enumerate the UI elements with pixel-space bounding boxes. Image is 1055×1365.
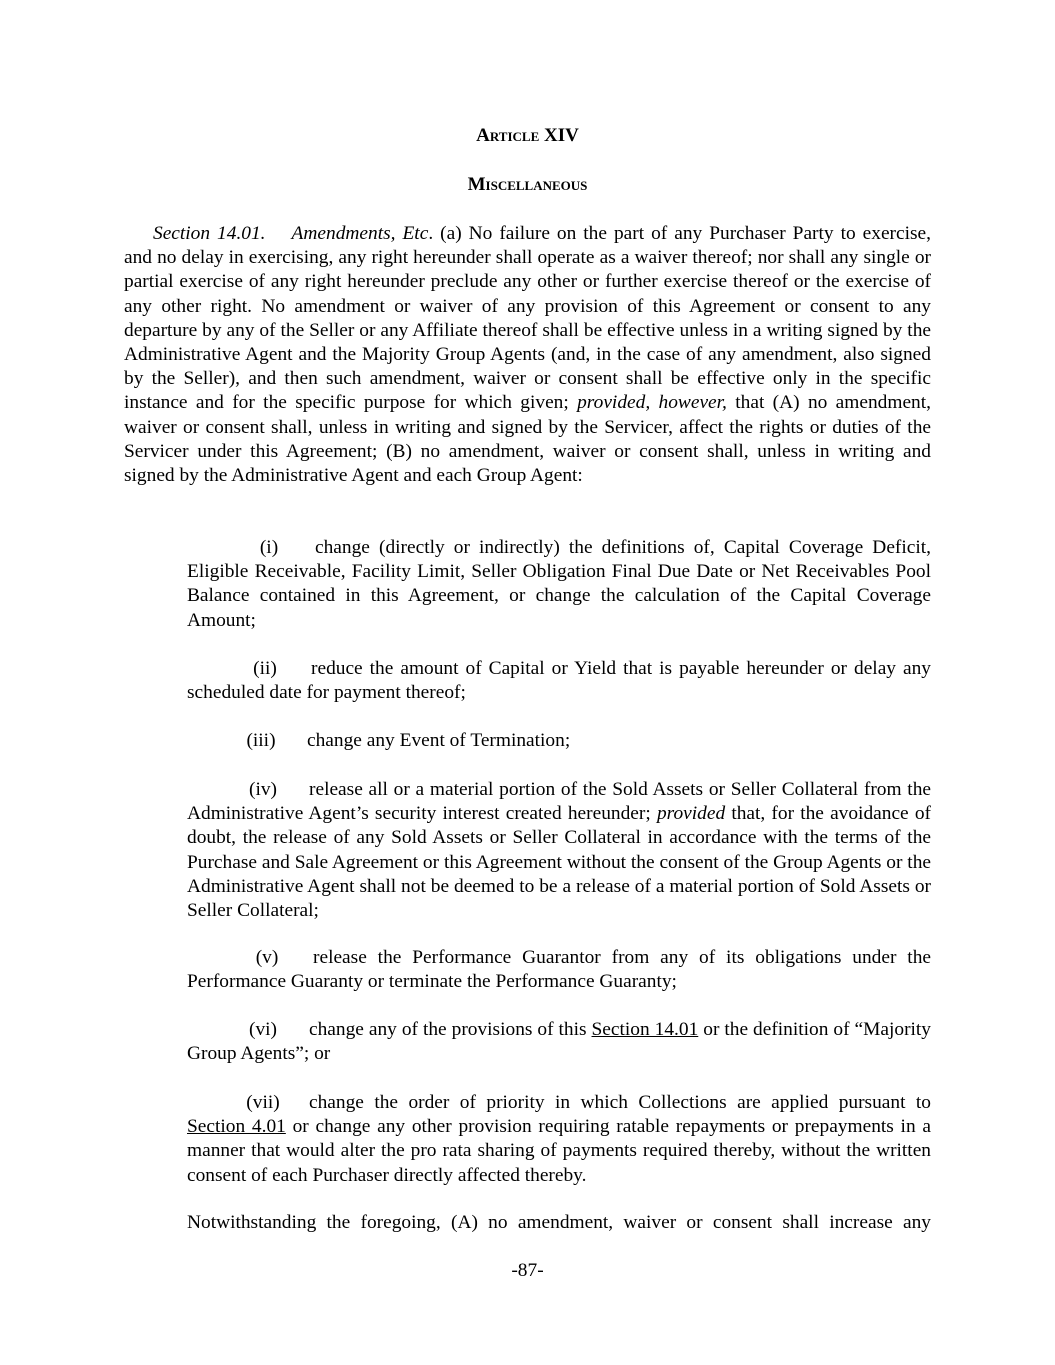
clause-text: change (directly or indirectly) the definitions of, Capital Coverage Deficit, Eligible Receivable, Facility Limit, Seller Obligation Final Due Date or Net Receivables Pool Balance contained in this Agreement, or change the calculation of the Capital Coverage Amount;	[187, 537, 931, 631]
section-reference-link: Section 4.01	[187, 1116, 286, 1138]
clause-number: (iv)	[249, 779, 277, 800]
proviso-text: provided, however,	[577, 392, 727, 414]
article-heading: Article XIV	[476, 125, 579, 146]
clause-vii	[187, 1091, 931, 1188]
clause-text-2: or change any other provision requiring ratable repayments or prepayments in a manner that would alter the pro rata sharing of payments required thereby, without the written consent of each Purchaser directly affected thereby.	[187, 1116, 931, 1186]
clause-text: release the Performance Guarantor from any of its obligations under the Performance Guaranty or terminate the Performance Guaranty;	[187, 947, 931, 993]
clause-v	[187, 946, 931, 994]
clause-number: (vii)	[246, 1092, 280, 1113]
clause-iii	[187, 729, 931, 753]
clause-iv	[187, 778, 931, 923]
clause-ii	[187, 657, 931, 705]
closing-paragraph: Notwithstanding the foregoing, (A) no amendment, waiver or consent shall increase any	[187, 1212, 931, 1233]
clause-number: (vi)	[249, 1019, 277, 1040]
clause-text: change any Event of Termination;	[307, 730, 571, 751]
clause-vi	[187, 1018, 931, 1066]
clause-number: (v)	[255, 947, 279, 968]
section-intro-paragraph	[124, 222, 931, 488]
clause-text-1: change the order of priority in which Collections are applied pursuant to	[309, 1092, 931, 1113]
provided-text: provided	[656, 803, 726, 825]
section-number: Section 14.01.	[153, 223, 266, 244]
section-title: Amendments, Etc	[291, 223, 429, 244]
clause-number: (ii)	[253, 658, 277, 679]
page-number: -87-	[511, 1260, 544, 1281]
intro-text-1: . (a) No failure on the part of any Purchaser Party to exercise, and no delay in exercising, any right hereunder shall operate as a waiver thereof; nor shall any single or partial exercise of any right hereunder preclude any other or further exercise thereof or the exercise of any other right. No amendment or waiver of any provision of this Agreement or consent to any departure by any of the Seller or any Affiliate thereof shall be effective unless in a writing signed by the Administrative Agent and the Majority Group Agents (and, in the case of any amendment, also signed by the Seller), and then such amendment, waiver or consent shall be effective only in the specific instance and for the specific purpose for which given;	[124, 223, 931, 414]
clause-number: (i)	[259, 537, 279, 558]
clause-text-1: release all or a material portion of the Sold Assets or Seller Collateral from the Administrative Agent’s security interest created hereunder;	[187, 779, 931, 825]
article-title: Miscellaneous	[467, 174, 588, 195]
intro-text-2: that (A) no amendment, waiver or consent shall, unless in writing and signed by the Servicer, affect the rights or duties of the Servicer under this Agreement; (B) no amendment, waiver or consent shall, unless in writing and signed by the Administrative Agent and each Group Agent:	[124, 392, 931, 487]
clause-text: reduce the amount of Capital or Yield that is payable hereunder or delay any scheduled date for payment thereof;	[187, 658, 931, 704]
clause-text-2: that, for the avoidance of doubt, the release of any Sold Assets or Seller Collateral in accordance with the terms of the Purchase and Sale Agreement or this Agreement without the consent of the Group Agents or the Administrative Agent shall not be deemed to be a release of a material portion of Sold Assets or Seller Collateral;	[187, 803, 931, 922]
clause-text-2: or the definition of “Majority Group Agents”; or	[187, 1019, 931, 1065]
clause-i	[187, 536, 931, 633]
clause-number: (iii)	[246, 730, 276, 751]
section-reference-link: Section 14.01	[591, 1019, 699, 1040]
clause-text-1: change any of the provisions of this	[309, 1019, 592, 1040]
